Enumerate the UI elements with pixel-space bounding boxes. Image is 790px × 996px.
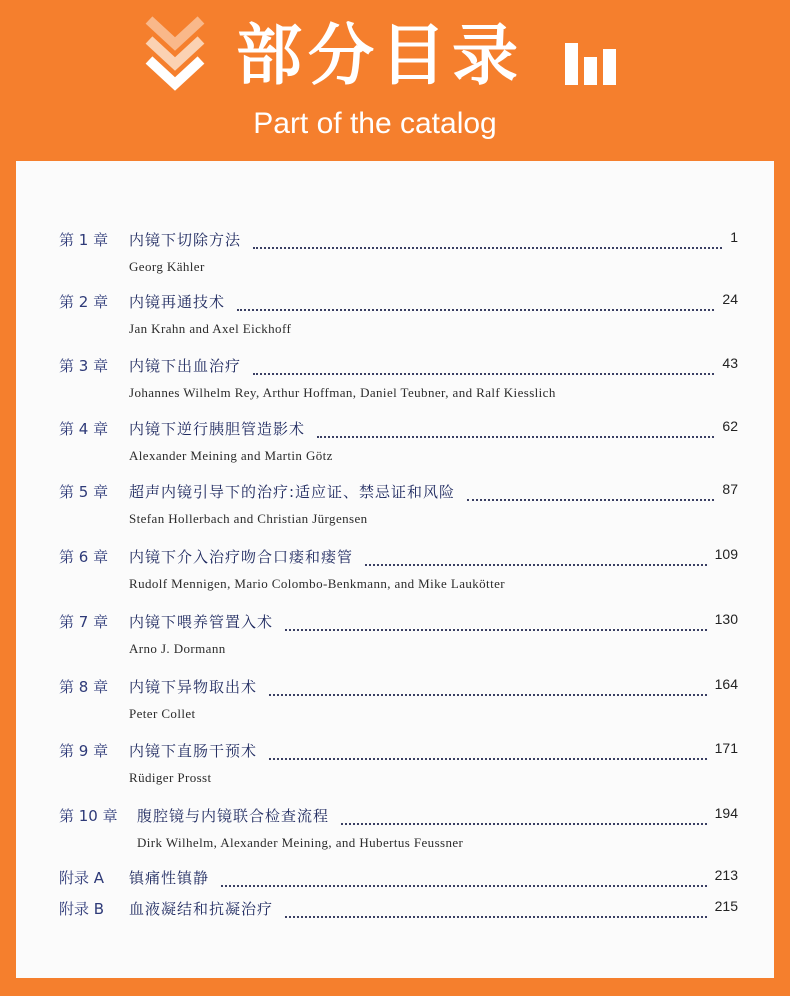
chapter-authors: Rudolf Mennigen, Mario Colombo-Benkmann, and Mike Laukötter (129, 576, 505, 591)
page-number: 164 (714, 676, 738, 692)
chapter-number: 第 10 章 (59, 807, 118, 825)
chapter-number: 第 1 章 (59, 231, 109, 249)
dot-leader (467, 481, 714, 501)
page-number: 62 (722, 418, 738, 434)
chapter-authors: Rüdiger Prosst (129, 770, 212, 785)
page-subtitle: Part of the catalog (253, 107, 497, 140)
chapter-title: 内镜下出血治疗 (129, 357, 242, 375)
dot-leader (269, 676, 707, 696)
toc-line (16, 672, 774, 702)
chapter-number: 第 3 章 (59, 357, 109, 375)
dot-leader (341, 805, 707, 825)
chapter-authors: Jan Krahn and Axel Eickhoff (129, 321, 292, 336)
dot-leader (285, 611, 707, 631)
dot-leader (253, 355, 714, 375)
chapter-title: 内镜再通技术 (129, 293, 226, 311)
chapter-number: 第 5 章 (59, 483, 109, 501)
chapter-title: 内镜下异物取出术 (129, 678, 258, 696)
toc-line (16, 414, 774, 444)
chapter-title: 内镜下喂养管置入术 (129, 613, 274, 631)
chapter-authors: Dirk Wilhelm, Alexander Meining, and Hubertus Feussner (137, 835, 464, 850)
table-of-contents (16, 161, 774, 978)
chapter-number: 第 4 章 (59, 420, 109, 438)
chapter-authors: Johannes Wilhelm Rey, Arthur Hoffman, Daniel Teubner, and Ralf Kiesslich (129, 385, 556, 400)
dot-leader (269, 740, 707, 760)
chapter-number: 第 2 章 (59, 293, 109, 311)
page-number: 43 (722, 355, 738, 371)
toc-line (16, 894, 774, 924)
dot-leader (317, 418, 714, 438)
chapter-number: 第 9 章 (59, 742, 109, 760)
toc-line (16, 801, 774, 831)
chapter-number: 第 8 章 (59, 678, 109, 696)
chapter-title: 内镜下介入治疗吻合口瘘和瘘管 (129, 548, 354, 566)
page-number: 130 (714, 611, 738, 627)
chapter-title: 腹腔镜与内镜联合检查流程 (137, 807, 330, 825)
page-number: 109 (714, 546, 738, 562)
dot-leader (253, 229, 722, 249)
toc-line (16, 287, 774, 317)
page-number: 24 (722, 291, 738, 307)
chapter-title: 镇痛性镇静 (129, 869, 210, 887)
dot-leader (365, 546, 707, 566)
toc-line (16, 863, 774, 893)
toc-line (16, 477, 774, 507)
dot-leader (221, 867, 707, 887)
chapter-authors: Georg Kähler (129, 259, 205, 274)
toc-line (16, 542, 774, 572)
header-banner (0, 0, 790, 160)
chapter-title: 血液凝结和抗凝治疗 (129, 900, 274, 918)
toc-line (16, 607, 774, 637)
chapter-number: 第 7 章 (59, 613, 109, 631)
toc-line (16, 351, 774, 381)
chapter-number: 附录 A (59, 869, 105, 887)
toc-line (16, 736, 774, 766)
page-number: 194 (714, 805, 738, 821)
page-number: 215 (714, 898, 738, 914)
page-number: 171 (714, 740, 738, 756)
chapter-number: 第 6 章 (59, 548, 109, 566)
chapter-title: 内镜下切除方法 (129, 231, 242, 249)
double-chevron-down-icon (143, 12, 207, 94)
page-number: 87 (722, 481, 738, 497)
catalog-page (16, 161, 774, 978)
toc-line (16, 225, 774, 255)
page-number: 1 (730, 229, 738, 245)
bar-chart-icon (560, 43, 630, 89)
dot-leader (285, 898, 707, 918)
chapter-authors: Stefan Hollerbach and Christian Jürgensen (129, 511, 368, 526)
chapter-title: 内镜下逆行胰胆管造影术 (129, 420, 306, 438)
dot-leader (237, 291, 714, 311)
chapter-authors: Arno J. Dormann (129, 641, 226, 656)
chapter-title: 超声内镜引导下的治疗:适应证、禁忌证和风险 (129, 483, 456, 501)
chapter-number: 附录 B (59, 900, 105, 918)
page-number: 213 (714, 867, 738, 883)
page-title: 部分目录 (236, 17, 524, 94)
chapter-authors: Peter Collet (129, 706, 196, 721)
chapter-authors: Alexander Meining and Martin Götz (129, 448, 333, 463)
chapter-title: 内镜下直肠干预术 (129, 742, 258, 760)
